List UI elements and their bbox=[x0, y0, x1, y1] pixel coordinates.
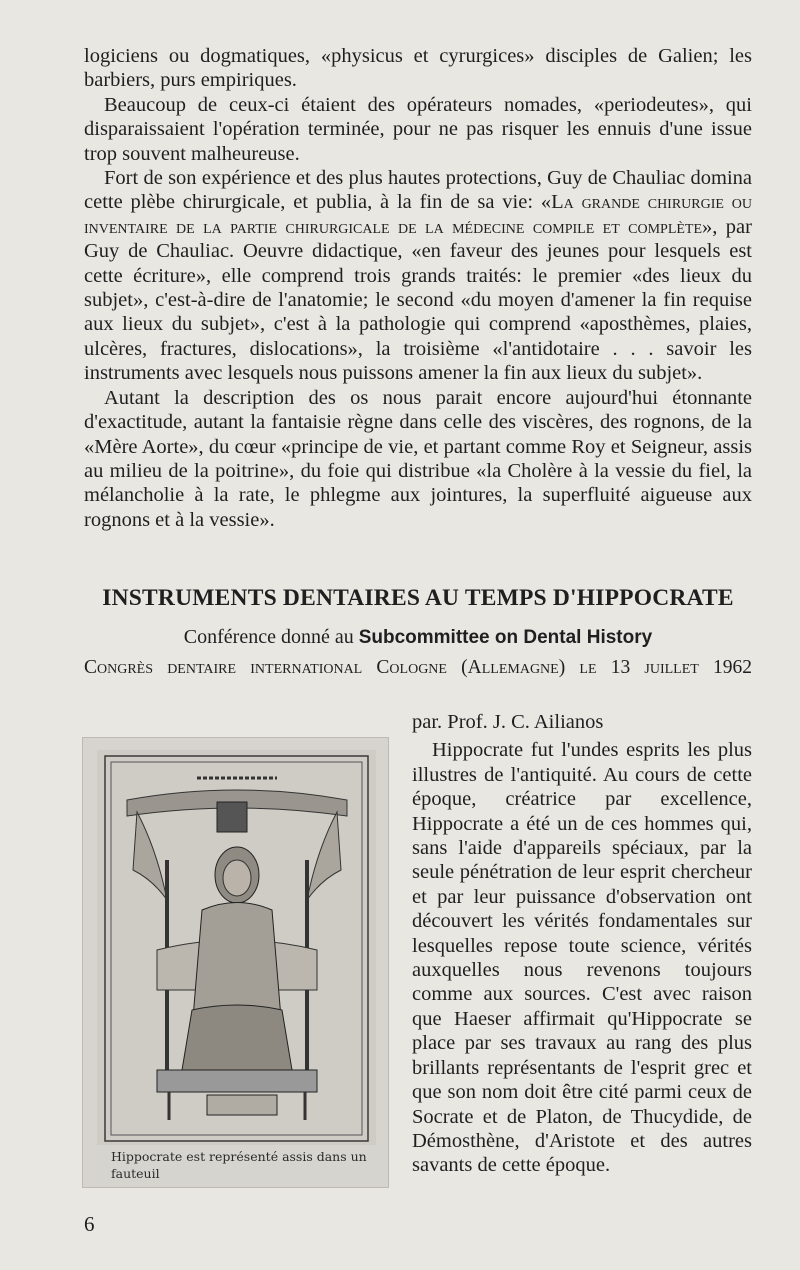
paragraph-3-start: Fort de son expérience et des plus hautes protections, Guy de Chauliac domina cette plèbe chirurgicale, et publia, à la fin de sa vie: « bbox=[84, 167, 752, 214]
subtitle-prefix: Conférence donné au bbox=[183, 626, 354, 648]
paragraph-1: logiciens ou dogmatiques, «physicus et cyrurgices» disciples de Galien; les barbiers, purs empiriques. bbox=[84, 45, 752, 92]
paragraph-4: Autant la description des os nous parait encore aujourd'hui étonnante d'exactitude, autant la fantaisie règne dans celle des viscères, des rognons, de la «Mère Aorte», du cœur «principe de vie, et partant comme Roy et Seigneur, assis au milieu de la poitrine», du foie qui distribue «la Cholère à la vessie du fiel, la mélancholie à la rate, le phlegme aux jointures, la superfluité aigueuse aux rognons et à la vessie». bbox=[84, 386, 752, 531]
body-text bbox=[84, 44, 752, 532]
conference-subtitle bbox=[84, 626, 752, 649]
subtitle-committee: Subcommittee on Dental History bbox=[358, 627, 653, 648]
article-column bbox=[412, 710, 752, 1178]
article-paragraph: Hippocrate fut l'undes esprits les plus illustres de l'antiquité. Au cours de cette époque, créatrice par excellence, Hippocrate a été un de ces hommes qui, sans l'aide d'appareils spéciaux, par la seule pénétration de leur esprit chercheur et par leur puissance d'observation ont découvert les vérités fondamentales sur lesquelles repose toute science, vérités auxquelles nous revenons toujours comme aux sources. C'est avec raison que Haeser affirmait qu'Hippocrate se place par ses travaux au rang des plus brillants représentants de l'esprit grec et que son nom doit être cité parmi ceux de Socrate et de Platon, de Thucydide, de Démosthène, d'Aristote et des autres savants de cette époque. bbox=[412, 739, 752, 1177]
book-title-small-caps: La grande chirurgie ou inventaire de la partie chirurgicale de la médecine compile et complète bbox=[84, 191, 753, 238]
hippocrates-engraving bbox=[97, 750, 376, 1145]
hippocrates-figure bbox=[82, 737, 389, 1188]
paragraph-2: Beaucoup de ceux-ci étaient des opérateurs nomades, «periodeutes», qui disparaissaient l'opération terminée, pour ne pas risquer les ennuis d'une issue trop souvent malheureuse. bbox=[84, 93, 752, 165]
section-title: INSTRUMENTS DENTAIRES AU TEMPS D'HIPPOCRATE bbox=[102, 585, 734, 611]
author-byline: par. Prof. J. C. Ailianos bbox=[412, 711, 604, 733]
figure-caption: Hippocrate est représenté assis dans un fauteuil bbox=[111, 1149, 367, 1181]
paragraph-3 bbox=[84, 166, 752, 386]
congress-line: Congrès dentaire international Cologne (Allemagne) le 13 juillet 1962 bbox=[84, 657, 752, 678]
page-number: 6 bbox=[84, 1212, 95, 1236]
paragraph-3-end: », par Guy de Chauliac. Oeuvre didactique, «en faveur des jeunes pour lesquels est cette écriture», elle comprend trois grands traités: le premier «des lieux du subjet», c'est-à-dire de l'anatomie; le second «du moyen d'amener la fin requise aux lieux du subjet», c'est à la pathologie qui comprend «aposthèmes, plaies, ulcères, fractures, dislocations», la troisième «l'antidotaire . . . savoir les instruments avec lesquels nous puissons amener la fin aux lieux du subjet». bbox=[84, 215, 752, 385]
